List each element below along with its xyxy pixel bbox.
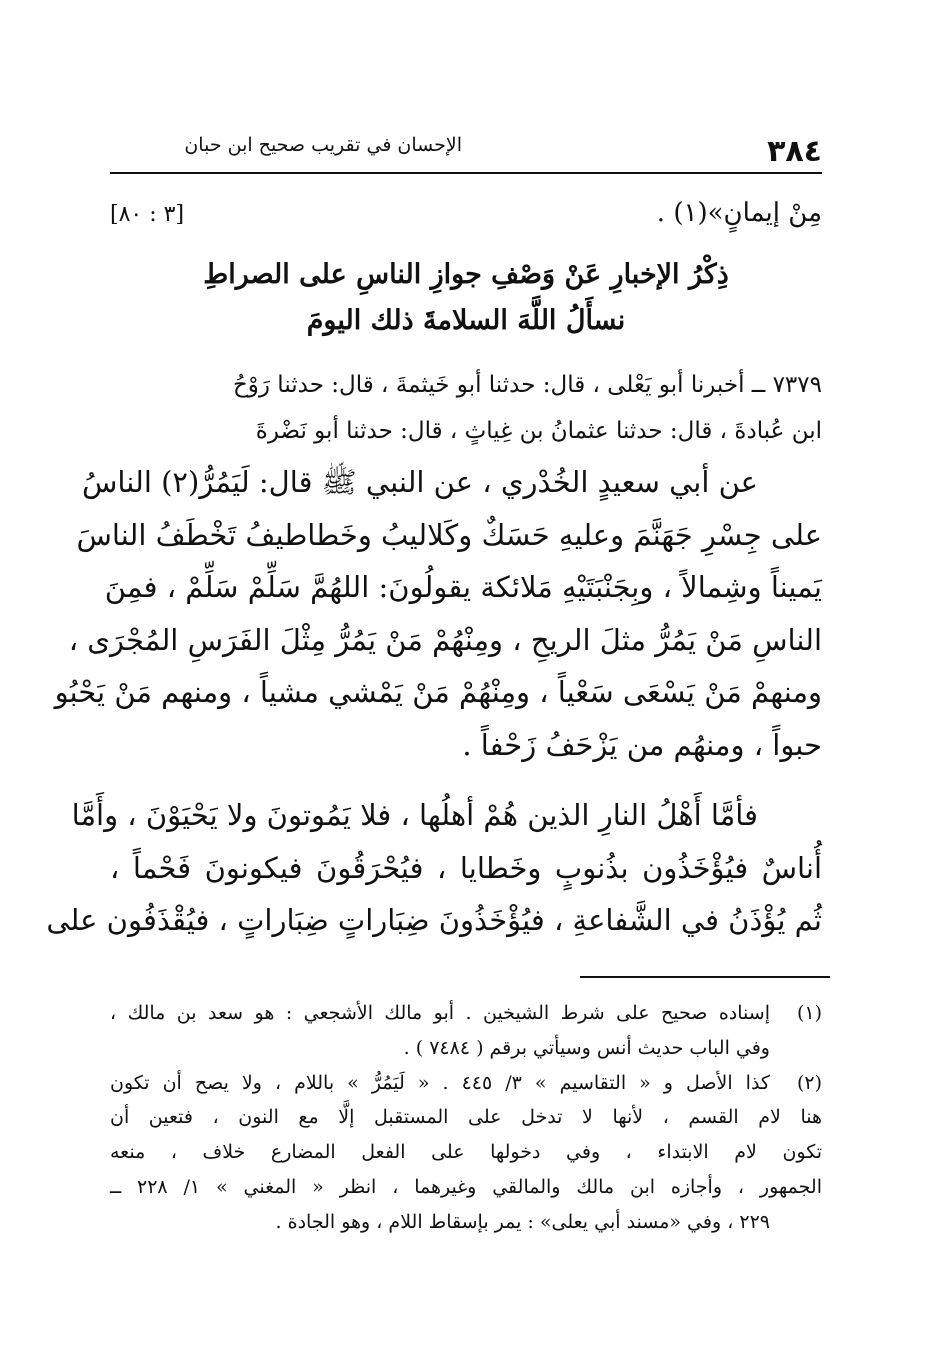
- running-title: الإحسان في تقريب صحيح ابن حبان: [184, 134, 462, 156]
- footnote-text: [110, 996, 770, 1066]
- footnote-number: (٢): [796, 1071, 822, 1094]
- chapter-heading-line: نسأَلُ اللَّهَ السلامةَ ذلك اليومَ: [306, 305, 626, 336]
- footnotes: [110, 996, 822, 1240]
- text-line: الناسِ مَنْ يَمُرُّ مثلَ الريحِ ، ومِنْهُمْ مَنْ يَمُرُّ مِثْلَ الفَرَسِ المُجْرَى ،: [68, 622, 822, 657]
- chapter-heading-line: ذِكْرُ الإخبارِ عَنْ وَصْفِ جوازِ الناسِ على الصراطِ: [203, 259, 729, 290]
- footnote-line: هنا لام القسم ، لأنها لا تدخل على المستقبل إلَّا مع النون ، فتعين أن: [110, 1106, 822, 1129]
- footnote: [110, 1066, 822, 1240]
- footnote-line: الجمهور ، وأجازه ابن مالك والمالقي وغيرهما ، انظر « المغني » ١/ ٢٢٨ ــ: [110, 1175, 822, 1198]
- text-line: فأمَّا أَهْلُ النارِ الذين هُمْ أهلُها ، فلا يَمُوتونَ ولا يَحْيَوْنَ ، وأَمَّا: [71, 798, 758, 832]
- isnad-line: ابن عُبادةَ ، قال: حدثنا عثمانُ بن غِياثٍ ، قال: حدثنا أبو نَضْرةَ: [255, 418, 822, 444]
- footnote-number: (١): [796, 1002, 822, 1024]
- chapter-heading: [110, 252, 822, 344]
- footnote: [110, 996, 822, 1066]
- text-line: حبواً ، ومنهُم من يَزْحَفُ زَحْفاً .: [462, 727, 822, 762]
- footnote-text: [110, 1066, 822, 1240]
- previous-hadith-ending: مِنْ إيمانٍ»(١) .: [656, 198, 822, 228]
- text-line: يَميناً وشِمالاً ، وبِجَنْبَتَيْهِ مَلائكة يقولُونَ: اللهُمَّ سَلِّمْ سَلِّمْ ، فمِنَ: [104, 570, 822, 604]
- footnote-line: تكون لام الابتداء ، وفي دخولها على الفعل المضارع خلاف ، منعه: [110, 1141, 822, 1164]
- page-number: ٣٨٤: [767, 134, 822, 169]
- text-line: عن أبي سعيدٍ الخُدْري ، عن النبي ﷺ قال: لَيَمُرُّ(٢) الناسُ: [82, 465, 758, 499]
- reference-mark: [٣ : ٨٠]: [110, 202, 185, 227]
- hadith-isnad: [110, 362, 822, 454]
- text-line: أُناسٌ فيُؤْخَذُون بذُنوبٍ وخَطايا ، فيُحْرَقُونَ فيكونونَ فَحْماً ،: [110, 850, 822, 885]
- footnote-line: ٢٢٩ ، وفي «مسند أبي يعلى» : يمر بإسقاط اللام ، وهو الجادة .: [275, 1210, 770, 1233]
- footnote-line: كذا الأصل و « التقاسيم » ٣/ ٤٤٥ . « لَيَمُرُّ » باللام ، ولا يصح أن تكون: [110, 1071, 770, 1094]
- continued-text-line: [110, 198, 822, 238]
- text-line: ومنهمْ مَنْ يَسْعَى سَعْياً ، ومِنْهُمْ مَنْ يَمْشي مشياً ، ومنهم مَنْ يَحْبُو: [54, 675, 822, 709]
- page-header: [110, 128, 822, 174]
- text-line: على جِسْرِ جَهَنَّمَ وعليهِ حَسَكٌ وكَلاليبُ وخَطاطيفُ تَخْطَفُ الناسَ: [76, 517, 822, 552]
- hadith-text: [46, 456, 822, 947]
- footnote-divider: [580, 976, 830, 978]
- footnote-line: إسناده صحيح على شرط الشيخين . أبو مالك الأشجعي : هو سعد بن مالك ،: [110, 1002, 770, 1024]
- footnote-line: وفي الباب حديث أنس وسيأتي برقم ( ٧٤٨٤ ) .: [403, 1036, 770, 1059]
- text-line: ثُم يُؤْذَنُ في الشَّفاعةِ ، فيُؤْخَذُونَ ضِبَاراتٍ ضِبَاراتٍ ، فيُقْذَفُون على: [46, 903, 822, 937]
- hadith-paragraph: [54, 456, 822, 771]
- isnad-line: ٧٣٧٩ ــ أخبرنا أبو يَعْلى ، قال: حدثنا أبو خَيثمةَ ، قال: حدثنا رَوْحُ: [232, 372, 822, 398]
- hadith-paragraph: [46, 789, 822, 947]
